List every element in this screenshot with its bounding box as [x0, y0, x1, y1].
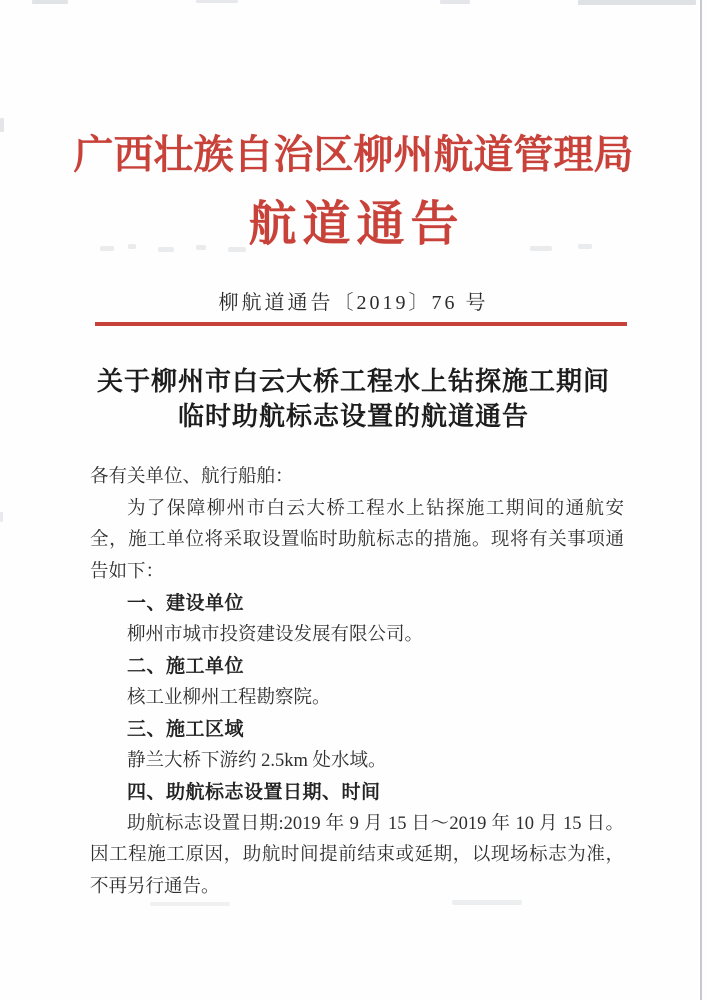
scan-smudge: [578, 0, 696, 5]
letterhead: [0, 0, 707, 326]
header-divider-rule: [95, 322, 627, 326]
ink-bleed-mark: [150, 902, 230, 906]
document-type-title: 航道通告: [248, 198, 465, 251]
salutation: 各有关单位、航行船舶：: [90, 467, 294, 487]
section-2-content: 核工业柳州工程勘察院。: [127, 687, 331, 708]
section-3-heading: 三、施工区域: [127, 719, 245, 740]
section-3-content: 静兰大桥下游约 2.5km 处水域。: [127, 750, 387, 771]
document-body: [90, 462, 624, 903]
document-title-line1: 关于柳州市白云大桥工程水上钻探施工期间: [96, 367, 610, 396]
scan-smudge: [0, 512, 3, 522]
ink-bleed-mark: [452, 900, 522, 905]
document-title: [20, 364, 687, 434]
scan-smudge: [196, 0, 238, 3]
ink-bleed-mark: [530, 246, 552, 251]
scan-smudge: [32, 0, 68, 4]
section-1-content: 柳州市城市投资建设发展有限公司。: [127, 624, 424, 645]
ink-bleed-mark: [158, 247, 174, 252]
intro-paragraph: 为了保障柳州市白云大桥工程水上钻探施工期间的通航安全，施工单位将采取设置临时助航标志的措施。现将有关事项通告如下：: [90, 498, 624, 582]
ink-bleed-mark: [196, 245, 206, 250]
ink-bleed-mark: [100, 246, 114, 251]
section-2-heading: 二、施工单位: [127, 656, 245, 677]
page-edge-line: [700, 0, 702, 1000]
document-number: 柳航道通告〔2019〕76 号: [218, 292, 489, 314]
ink-bleed-mark: [128, 244, 136, 249]
section-4-content: 助航标志设置日期:2019 年 9 月 15 日～2019 年 10 月 15 日。因工程施工原因，助航时间提前结束或延期，以现场标志为准，不再另行通告。: [90, 813, 624, 897]
ink-bleed-mark: [228, 247, 246, 252]
section-1-heading: 一、建设单位: [127, 593, 245, 614]
ink-bleed-mark: [578, 244, 592, 249]
document-title-line2: 临时助航标志设置的航道通告: [177, 402, 529, 431]
scan-smudge: [440, 0, 470, 4]
issuing-org-title: 广西壮族自治区柳州航道管理局: [73, 132, 634, 177]
scan-smudge: [0, 118, 4, 132]
section-4-heading: 四、助航标志设置日期、时间: [127, 782, 381, 803]
